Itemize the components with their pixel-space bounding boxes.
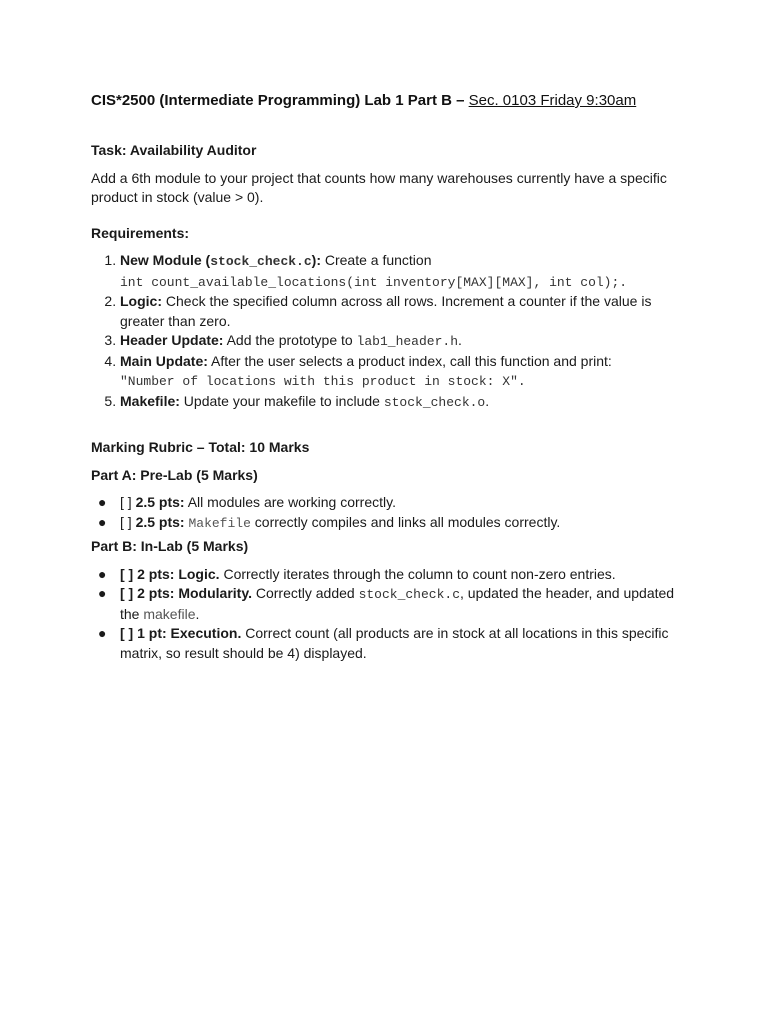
page-title <box>91 92 636 109</box>
requirement-label: Header Update: <box>120 332 224 348</box>
rubric-item <box>98 624 691 663</box>
rubric-points: [ ] 1 pt: Execution. <box>120 625 242 641</box>
rubric-code: Makefile <box>188 515 251 531</box>
part-b-list <box>91 565 691 664</box>
part-a-list <box>91 493 691 533</box>
rubric-text-end: . <box>195 605 200 622</box>
bullet-icon: ● <box>98 585 107 601</box>
rubric-points: [ ] 2 pts: Logic. <box>120 565 220 582</box>
rubric-item <box>98 493 691 513</box>
requirement-item <box>120 352 691 392</box>
rubric-text-2: , updated the header, and updated the <box>120 585 675 622</box>
rubric-heading: Marking Rubric – Total: 10 Marks <box>91 439 310 455</box>
bullet-icon: ● <box>98 513 107 530</box>
requirement-label-end: ): <box>311 252 321 268</box>
task-heading: Task: Availability Auditor <box>91 142 257 158</box>
rubric-item <box>98 584 691 624</box>
requirements-list <box>91 251 691 412</box>
checkbox-text: [ ] <box>120 494 136 510</box>
rubric-code: stock_check.c <box>358 587 460 602</box>
title-main: CIS*2500 (Intermediate Programming) Lab 1 Part B – <box>91 92 469 109</box>
requirements-heading: Requirements: <box>91 224 190 241</box>
bullet-icon: ● <box>98 494 107 510</box>
document-content <box>91 141 691 663</box>
requirement-item <box>120 292 691 331</box>
requirement-item <box>120 251 691 292</box>
requirement-item <box>120 392 691 413</box>
rubric-points: 2.5 pts: <box>135 494 185 510</box>
requirement-code-line: "Number of locations with this product in stock: X". <box>120 374 526 389</box>
requirement-item <box>120 331 691 352</box>
requirement-text: After the user selects a product index, call this function and print: <box>207 352 612 369</box>
part-a-heading: Part A: Pre-Lab (5 Marks) <box>91 466 258 483</box>
bullet-icon: ● <box>98 625 107 641</box>
rubric-points: 2.5 pts: <box>135 513 185 530</box>
rubric-makefile-text: makefile <box>143 605 196 622</box>
requirement-text: Check the specified column across all rows. Increment a counter if the value is greater than zero. <box>120 293 652 329</box>
requirement-label: Makefile: <box>120 392 180 409</box>
requirement-label: Main Update: <box>120 352 208 369</box>
bullet-icon: ● <box>98 565 107 582</box>
requirement-code-line: int count_available_locations(int inventory[MAX][MAX], int col);. <box>120 274 628 290</box>
rubric-item <box>98 513 691 534</box>
title-section: Sec. 0103 Friday 9:30am <box>468 92 637 109</box>
checkbox-text: [ ] <box>120 513 136 530</box>
requirement-code: lab1_header.h <box>356 334 458 349</box>
requirement-text: Create a function <box>320 252 432 268</box>
rubric-item <box>98 565 691 585</box>
requirement-code: stock_check.c <box>210 254 312 269</box>
rubric-text: Correctly iterates through the column to count non-zero entries. <box>219 565 616 582</box>
requirement-label: Logic: <box>120 293 162 309</box>
rubric-text: correctly compiles and links all modules correctly. <box>250 513 561 530</box>
rubric-text: All modules are working correctly. <box>184 494 396 510</box>
rubric-text: Correctly added <box>251 585 359 601</box>
requirement-text: Add the prototype to <box>223 332 357 348</box>
requirement-code: stock_check.o <box>383 394 486 410</box>
requirement-text-end: . <box>485 392 490 409</box>
task-description: Add a 6th module to your project that counts how many warehouses currently have a specific product in stock (value > 0). <box>91 169 667 205</box>
part-b-heading: Part B: In-Lab (5 Marks) <box>91 538 249 554</box>
rubric-text: Correct count (all products are in stock at all locations in this specific matrix, so result should be 4) displayed. <box>120 625 669 661</box>
requirement-label: New Module ( <box>120 252 211 268</box>
requirement-text: Update your makefile to include <box>179 392 384 409</box>
rubric-points: [ ] 2 pts: Modularity. <box>120 585 252 601</box>
requirement-text-end: . <box>458 332 462 348</box>
